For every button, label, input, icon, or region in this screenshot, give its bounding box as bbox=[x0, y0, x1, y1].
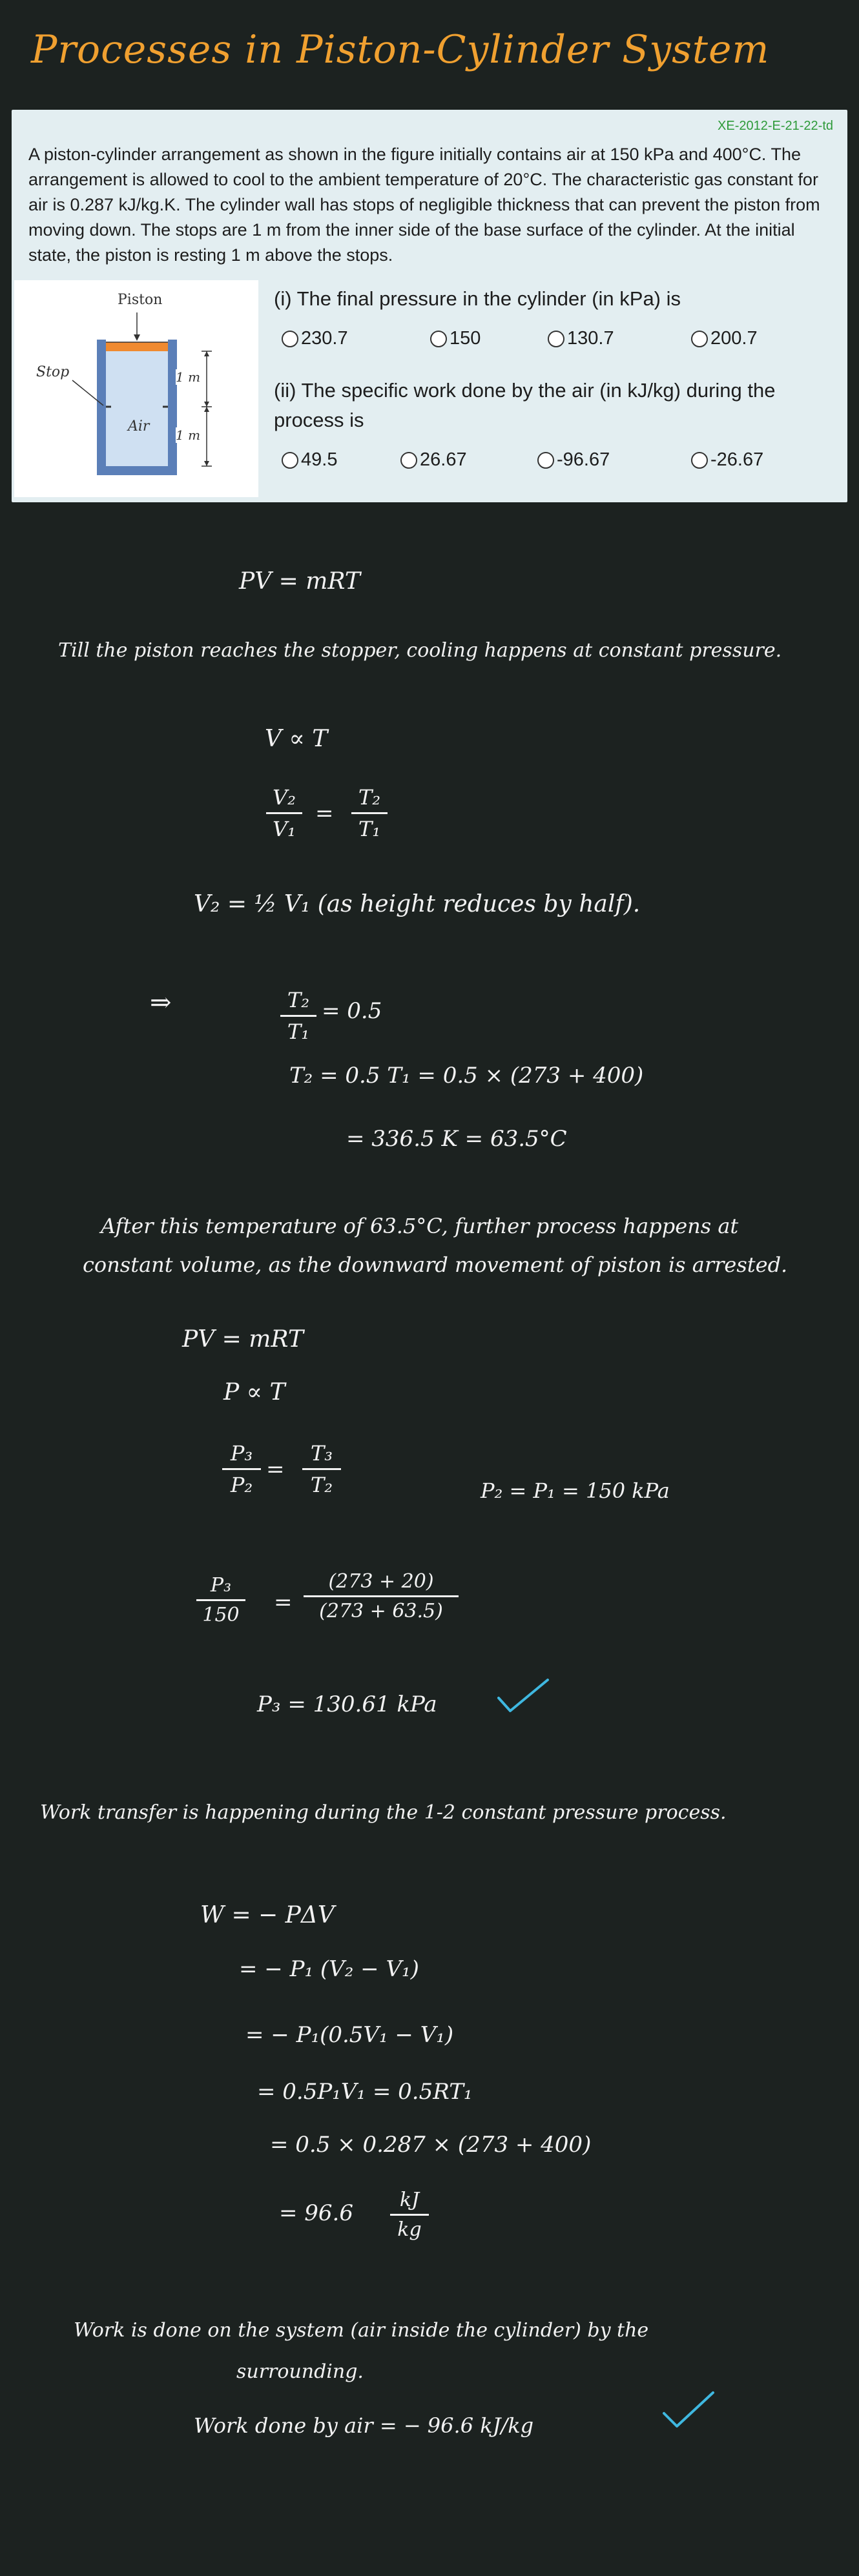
cylinder-base bbox=[97, 466, 177, 475]
figure-label-air: Air bbox=[128, 418, 150, 434]
air-region bbox=[106, 351, 168, 466]
part-ii-label: (ii) The specific work done by the air (in kJ/kg) during the process is bbox=[274, 379, 776, 431]
cylinder-left-wall bbox=[97, 340, 106, 475]
cylinder-right-wall bbox=[168, 340, 177, 475]
note-constant-pressure: Till the piston reaches the stopper, cooling happens at constant pressure. bbox=[58, 639, 782, 662]
eq-sign-2: = bbox=[266, 1457, 285, 1482]
eq-work-step2: = − P₁(0.5V₁ − V₁) bbox=[245, 2022, 454, 2048]
eq-sign: = bbox=[315, 801, 334, 826]
eq-ratio-half: = 0.5 bbox=[322, 998, 382, 1024]
fraction-t2-t1: T₂ T₁ bbox=[351, 785, 388, 841]
checkmark-icon bbox=[496, 1676, 550, 1715]
checkmark-icon bbox=[661, 2389, 716, 2430]
radio-icon bbox=[430, 331, 447, 347]
fraction-p3-150: P₃ 150 bbox=[196, 1574, 245, 1626]
eq-p2-equals-p1: P₂ = P₁ = 150 kPa bbox=[481, 1478, 670, 1503]
part-i-option-b[interactable]: 150 bbox=[430, 328, 481, 349]
part-ii-option-d[interactable]: -26.67 bbox=[691, 449, 763, 471]
eq-v2-half-v1: V₂ = ½ V₁ (as height reduces by half). bbox=[194, 891, 641, 917]
eq-work-step4: = 0.5 × 0.287 × (273 + 400) bbox=[270, 2132, 592, 2158]
radio-icon bbox=[548, 331, 564, 347]
eq-t2-result: = 336.5 K = 63.5°C bbox=[346, 1126, 567, 1152]
eq-work-step1: = − P₁ (V₂ − V₁) bbox=[239, 1956, 419, 1982]
eq-sign-3: = bbox=[274, 1590, 293, 1615]
note-work-transfer: Work transfer is happening during the 1-2 constant pressure process. bbox=[40, 1801, 727, 1824]
fraction-kj-kg: kJ kg bbox=[390, 2189, 429, 2241]
eq-work-result: = 96.6 bbox=[279, 2200, 353, 2226]
radio-icon bbox=[537, 452, 554, 469]
radio-icon bbox=[691, 452, 708, 469]
eq-p3-result: P₃ = 130.61 kPa bbox=[257, 1692, 437, 1717]
fraction-temperatures: (273 + 20) (273 + 63.5) bbox=[304, 1570, 459, 1622]
part-ii-option-a[interactable]: 49.5 bbox=[282, 449, 337, 471]
fraction-v2-v1: V₂ V₁ bbox=[266, 785, 302, 841]
note-constant-volume-1: After this temperature of 63.5°C, further process happens at bbox=[101, 1214, 739, 1238]
eq-work-step3: = 0.5P₁V₁ = 0.5RT₁ bbox=[257, 2079, 473, 2105]
part-i-option-d[interactable]: 200.7 bbox=[691, 328, 758, 349]
eq-ideal-gas-2: PV = mRT bbox=[182, 1326, 304, 1353]
radio-icon bbox=[400, 452, 417, 469]
note-work-done-1: Work is done on the system (air inside the cylinder) by the bbox=[74, 2319, 649, 2342]
piston-cylinder-figure bbox=[14, 280, 258, 497]
note-work-done-2: surrounding. bbox=[236, 2360, 364, 2383]
fraction-t3-t2: T₃ T₂ bbox=[302, 1441, 341, 1497]
part-i-option-c[interactable]: 130.7 bbox=[548, 328, 614, 349]
part-ii-option-b[interactable]: 26.67 bbox=[400, 449, 467, 471]
fraction-t2-t1-b: T₂ T₁ bbox=[280, 988, 316, 1044]
eq-ideal-gas: PV = mRT bbox=[239, 568, 360, 595]
eq-work-def: W = − PΔV bbox=[200, 1902, 335, 1928]
part-i-label: (i) The final pressure in the cylinder (in kPa) is bbox=[274, 287, 681, 310]
radio-icon bbox=[282, 331, 298, 347]
figure-label-stop: Stop bbox=[36, 364, 70, 380]
implies-symbol: ⇒ bbox=[150, 988, 172, 1017]
radio-icon bbox=[282, 452, 298, 469]
page-title: Processes in Piston-Cylinder System bbox=[31, 27, 770, 72]
eq-p-proportional-t: P ∝ T bbox=[223, 1379, 285, 1406]
question-card bbox=[12, 110, 847, 502]
piston bbox=[106, 342, 168, 351]
note-constant-volume-2: constant volume, as the downward movement of piston is arrested. bbox=[83, 1252, 788, 1277]
figure-label-piston: Piston bbox=[118, 292, 163, 308]
figure-dim-lower: 1 m bbox=[176, 427, 201, 443]
eq-v-proportional-t: V ∝ T bbox=[265, 726, 328, 752]
figure-dim-upper: 1 m bbox=[176, 369, 201, 385]
question-id: XE-2012-E-21-22-td bbox=[718, 119, 833, 133]
question-text: A piston-cylinder arrangement as shown in the figure initially contains air at 150 kPa and 400°C. The arrangement is allowed to cool to the ambient temperature of 20°C. The characteristic gas constant for air is 0.287 kJ/kg.K. The cylinder wall has stops of negligible thickness that can prevent the piston from moving down. The stops are 1 m from the inner side of the base surface of the cylinder. At the initial state, the piston is resting 1 m above the stops. bbox=[28, 145, 820, 265]
part-i-option-a[interactable]: 230.7 bbox=[282, 328, 348, 349]
part-ii-option-c[interactable]: -96.67 bbox=[537, 449, 610, 471]
fraction-p3-p2: P₃ P₂ bbox=[222, 1441, 261, 1497]
radio-icon bbox=[691, 331, 708, 347]
eq-work-by-air: Work done by air = − 96.6 kJ/kg bbox=[194, 2413, 534, 2438]
eq-t2-calc: T₂ = 0.5 T₁ = 0.5 × (273 + 400) bbox=[289, 1063, 644, 1089]
